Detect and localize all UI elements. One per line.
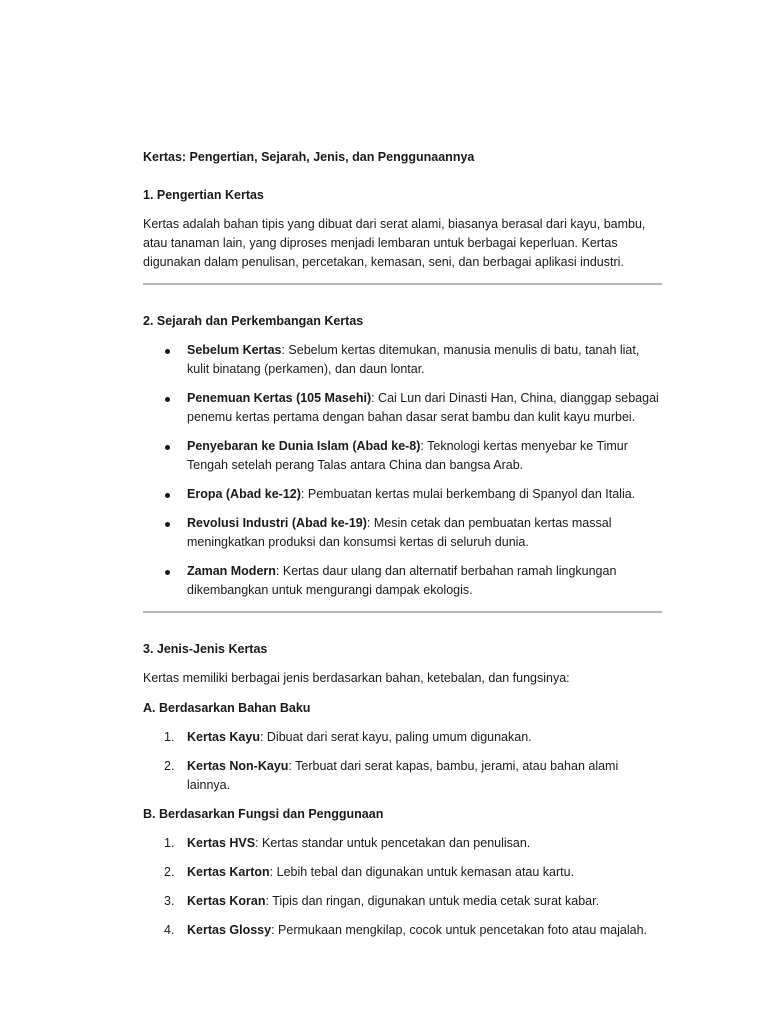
list-item-term: Kertas HVS bbox=[187, 836, 256, 850]
list-item-term: Zaman Modern bbox=[187, 564, 276, 578]
list-item bbox=[143, 728, 663, 747]
list-item bbox=[143, 921, 663, 940]
list-item bbox=[143, 834, 663, 853]
bullet-icon bbox=[165, 349, 170, 354]
list-item-number: 3. bbox=[164, 894, 175, 908]
list-item bbox=[143, 485, 663, 504]
bullet-icon bbox=[165, 493, 170, 498]
list-item bbox=[143, 389, 663, 427]
list-item-text: : Lebih tebal dan digunakan untuk kemasan atau kartu. bbox=[269, 865, 575, 879]
list-item-text: : Teknologi kertas menyebar ke Timur Tengah setelah perang Talas antara China dan bangsa Arab. bbox=[187, 439, 628, 472]
list-item-term: Kertas Koran bbox=[187, 894, 266, 908]
list-item-term: Kertas Glossy bbox=[187, 923, 272, 937]
list-item-number: 4. bbox=[164, 923, 175, 937]
list-item-text: : Pembuatan kertas mulai berkembang di Spanyol dan Italia. bbox=[300, 487, 636, 501]
list-item bbox=[143, 562, 663, 600]
raw-material-list bbox=[143, 728, 663, 795]
subsection-b-heading: B. Berdasarkan Fungsi dan Penggunaan bbox=[143, 807, 384, 821]
bullet-icon bbox=[165, 570, 170, 575]
list-item-number: 1. bbox=[164, 730, 175, 744]
list-item bbox=[143, 514, 663, 552]
bullet-icon bbox=[165, 445, 170, 450]
function-list bbox=[143, 834, 663, 940]
section-1-body: Kertas adalah bahan tipis yang dibuat dari serat alami, biasanya berasal dari kayu, bambu, atau tanaman lain, yang diproses menjadi lembaran untuk berbagai keperluan. Kertas digunakan dalam penulisan, percetakan, kemasan, seni, dan berbagai aplikasi industri. bbox=[143, 217, 646, 269]
list-item-text: : Kertas standar untuk pencetakan dan penulisan. bbox=[255, 836, 531, 850]
list-item-text: : Terbuat dari serat kapas, bambu, jerami, atau bahan alami lainnya. bbox=[187, 759, 619, 792]
list-item bbox=[143, 863, 663, 882]
list-item-term: Penyebaran ke Dunia Islam (Abad ke-8) bbox=[187, 439, 421, 453]
history-bullet-list bbox=[143, 341, 663, 600]
list-item-term: Kertas Non-Kayu bbox=[187, 759, 289, 773]
bullet-icon bbox=[165, 397, 170, 402]
list-item-number: 2. bbox=[164, 865, 175, 879]
list-item-term: Kertas Kayu bbox=[187, 730, 260, 744]
list-item-text: : Dibuat dari serat kayu, paling umum digunakan. bbox=[259, 730, 532, 744]
section-2-heading: 2. Sejarah dan Perkembangan Kertas bbox=[143, 314, 364, 328]
list-item bbox=[143, 757, 663, 795]
list-item-text: : Tipis dan ringan, digunakan untuk media cetak surat kabar. bbox=[265, 894, 600, 908]
list-item-term: Kertas Karton bbox=[187, 865, 270, 879]
list-item-number: 2. bbox=[164, 759, 175, 773]
subsection-a-heading: A. Berdasarkan Bahan Baku bbox=[143, 701, 311, 715]
section-3-heading: 3. Jenis-Jenis Kertas bbox=[143, 642, 268, 656]
list-item-term: Sebelum Kertas bbox=[187, 343, 282, 357]
section-1-heading: 1. Pengertian Kertas bbox=[143, 188, 264, 202]
list-item bbox=[143, 341, 663, 379]
list-item-text: : Kertas daur ulang dan alternatif berbahan ramah lingkungan dikembangkan untuk mengurangi dampak ekologis. bbox=[187, 564, 617, 597]
list-item-term: Penemuan Kertas (105 Masehi) bbox=[187, 391, 372, 405]
document-title: Kertas: Pengertian, Sejarah, Jenis, dan Penggunaannya bbox=[143, 150, 475, 164]
document-page bbox=[143, 148, 663, 950]
list-item-text: : Permukaan mengkilap, cocok untuk pencetakan foto atau majalah. bbox=[271, 923, 647, 937]
list-item-text: : Sebelum kertas ditemukan, manusia menulis di batu, tanah liat, kulit binatang (perkamen), dan daun lontar. bbox=[187, 343, 640, 376]
list-item bbox=[143, 892, 663, 911]
list-item-number: 1. bbox=[164, 836, 175, 850]
list-item-term: Eropa (Abad ke-12) bbox=[187, 487, 301, 501]
list-item bbox=[143, 437, 663, 475]
list-item-term: Revolusi Industri (Abad ke-19) bbox=[187, 516, 367, 530]
bullet-icon bbox=[165, 522, 170, 527]
list-item-text: : Cai Lun dari Dinasti Han, China, dianggap sebagai penemu kertas pertama dengan bahan dasar serat bambu dan kulit kayu murbei. bbox=[187, 391, 659, 424]
list-item-text: : Mesin cetak dan pembuatan kertas massal meningkatkan produksi dan konsumsi kertas di seluruh dunia. bbox=[187, 516, 612, 549]
section-3-intro: Kertas memiliki berbagai jenis berdasarkan bahan, ketebalan, dan fungsinya: bbox=[143, 671, 570, 685]
